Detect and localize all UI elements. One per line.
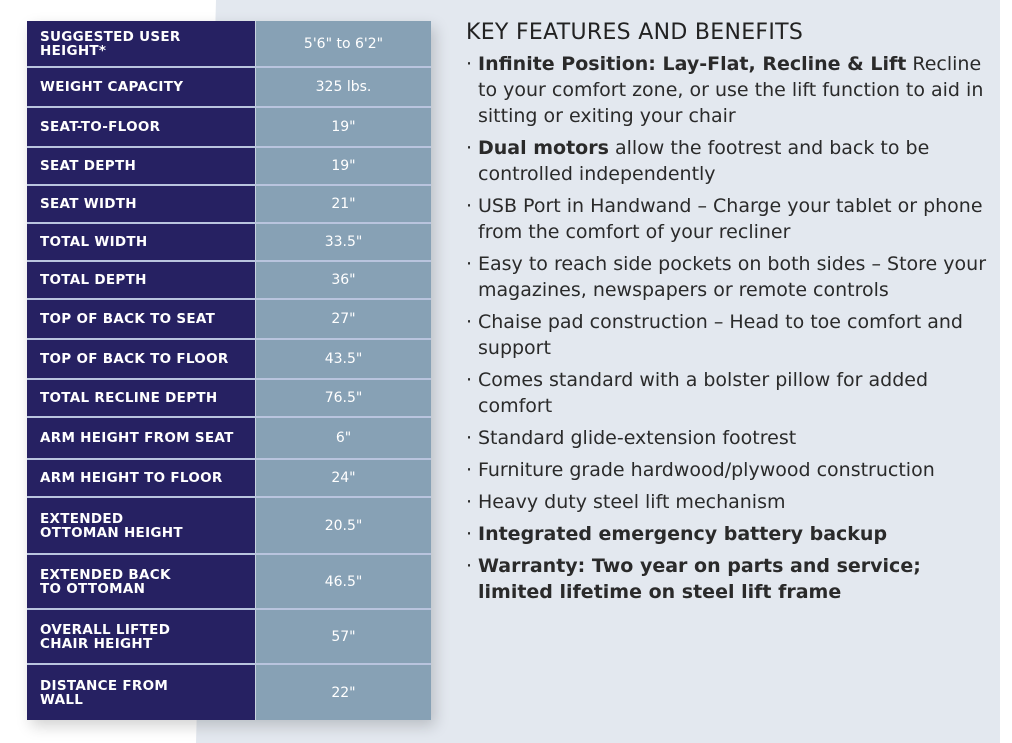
spec-value: 24" (256, 460, 431, 496)
spec-row (27, 21, 431, 68)
spec-row (27, 610, 431, 665)
feature-text: USB Port in Handwand – Charge your tablet or phone from the comfort of your recliner (478, 195, 983, 243)
feature-text: allow the footrest and back to be controlled independently (478, 137, 930, 185)
feature-text: Heavy duty steel lift mechanism (478, 491, 786, 513)
spec-row (27, 224, 431, 262)
spec-row (27, 340, 431, 380)
spec-row (27, 418, 431, 460)
spec-label: EXTENDED OTTOMAN HEIGHT (27, 498, 256, 553)
feature-text: Easy to reach side pockets on both sides – Store your magazines, newspapers or remote controls (478, 253, 987, 301)
spec-label: SEAT DEPTH (27, 148, 256, 184)
feature-item (466, 521, 996, 547)
spec-row (27, 68, 431, 108)
spec-label: WEIGHT CAPACITY (27, 68, 256, 106)
spec-row (27, 555, 431, 610)
feature-item (466, 309, 996, 361)
feature-bold-text: Warranty: Two year on parts and service; limited lifetime on steel lift frame (478, 555, 921, 603)
spec-row (27, 300, 431, 340)
feature-item (466, 489, 996, 515)
feature-text: Recline to your comfort zone, or use the lift function to aid in sitting or exiting your chair (478, 53, 984, 127)
spec-value: 22" (256, 665, 431, 720)
spec-row (27, 186, 431, 224)
spec-label: TOTAL RECLINE DEPTH (27, 380, 256, 416)
spec-row (27, 262, 431, 300)
feature-bold-text: Integrated emergency battery backup (478, 523, 888, 545)
specifications-table (27, 21, 431, 720)
spec-row (27, 665, 431, 720)
feature-bold-text: Dual motors (478, 137, 609, 159)
spec-label: TOTAL WIDTH (27, 224, 256, 260)
features-section (466, 20, 996, 611)
feature-item (466, 251, 996, 303)
feature-text: Chaise pad construction – Head to toe comfort and support (478, 311, 963, 359)
spec-value: 27" (256, 300, 431, 338)
spec-row (27, 460, 431, 498)
spec-row (27, 108, 431, 148)
spec-label: SEAT-TO-FLOOR (27, 108, 256, 146)
feature-item (466, 457, 996, 483)
spec-value: 5'6" to 6'2" (256, 21, 431, 66)
feature-text: Furniture grade hardwood/plywood construction (478, 459, 935, 481)
feature-text: Standard glide-extension footrest (478, 427, 797, 449)
spec-label: TOP OF BACK TO SEAT (27, 300, 256, 338)
spec-label: ARM HEIGHT TO FLOOR (27, 460, 256, 496)
spec-value: 21" (256, 186, 431, 222)
spec-value: 43.5" (256, 340, 431, 378)
spec-value: 57" (256, 610, 431, 663)
spec-label: DISTANCE FROM WALL (27, 665, 256, 720)
feature-item (466, 135, 996, 187)
spec-value: 19" (256, 108, 431, 146)
spec-value: 76.5" (256, 380, 431, 416)
feature-bold-text: Infinite Position: Lay-Flat, Recline & Lift (478, 53, 907, 75)
feature-text: Comes standard with a bolster pillow for added comfort (478, 369, 929, 417)
spec-row (27, 148, 431, 186)
spec-label: ARM HEIGHT FROM SEAT (27, 418, 256, 458)
spec-value: 20.5" (256, 498, 431, 553)
spec-label: SUGGESTED USER HEIGHT* (27, 21, 256, 66)
spec-value: 19" (256, 148, 431, 184)
feature-item (466, 51, 996, 129)
spec-value: 6" (256, 418, 431, 458)
spec-value: 36" (256, 262, 431, 298)
spec-row (27, 498, 431, 555)
feature-item (466, 193, 996, 245)
spec-value: 325 lbs. (256, 68, 431, 106)
spec-label: OVERALL LIFTED CHAIR HEIGHT (27, 610, 256, 663)
feature-item (466, 553, 996, 605)
spec-label: SEAT WIDTH (27, 186, 256, 222)
spec-label: EXTENDED BACK TO OTTOMAN (27, 555, 256, 608)
spec-row (27, 380, 431, 418)
spec-value: 46.5" (256, 555, 431, 608)
feature-item (466, 425, 996, 451)
spec-value: 33.5" (256, 224, 431, 260)
feature-item (466, 367, 996, 419)
spec-label: TOTAL DEPTH (27, 262, 256, 298)
feature-list (466, 51, 996, 605)
spec-label: TOP OF BACK TO FLOOR (27, 340, 256, 378)
features-title: KEY FEATURES AND BENEFITS (466, 20, 804, 45)
